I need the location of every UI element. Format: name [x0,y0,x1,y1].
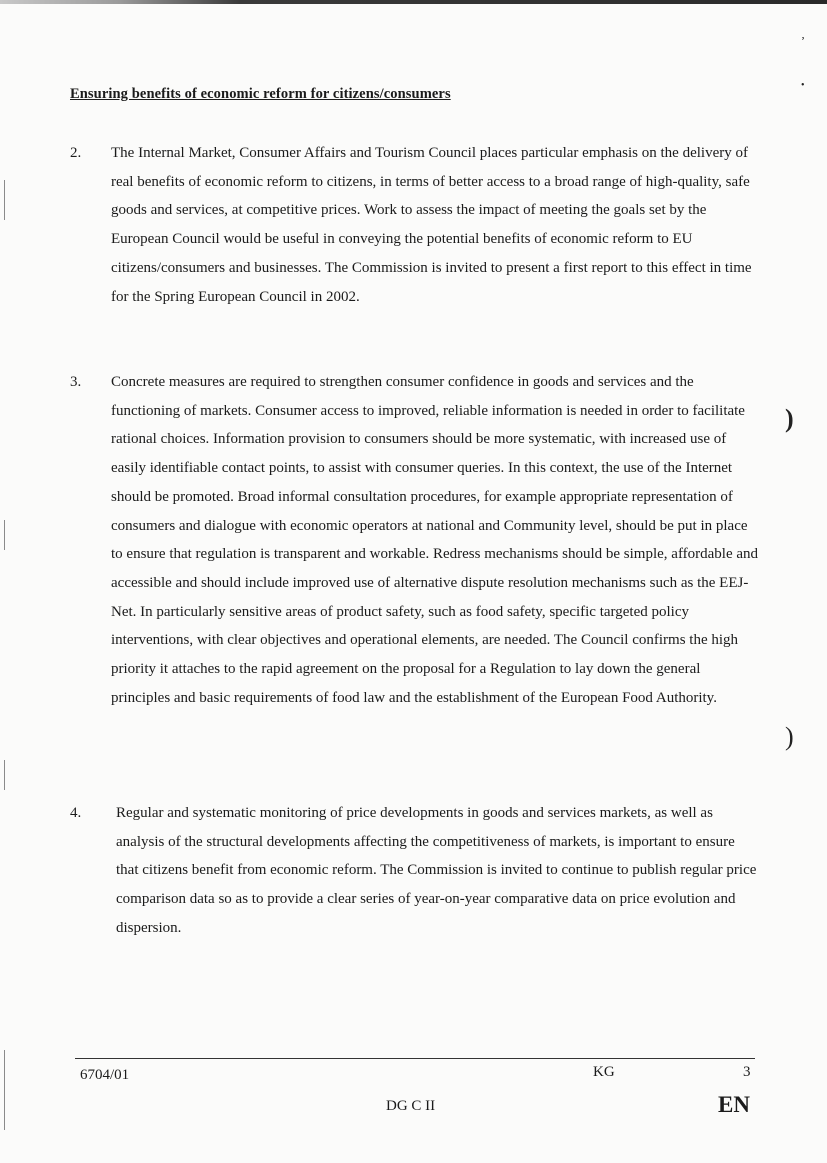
scan-edge-mark [4,520,5,550]
scan-speck: • [801,80,805,91]
directorate-label: DG C II [386,1098,436,1114]
footer-rule [75,1058,755,1059]
document-reference: 6704/01 [80,1067,130,1083]
scan-edge-mark [4,180,5,220]
paragraph-text: Concrete measures are required to strengthen consumer confidence in goods and services and the functioning of markets. Consumer access to improved, reliable information is needed in order to facilitate rational choices. Information provision to consumers should be more systematic, with increased use of easily identifiable contact points, to assist with consumer queries. In this context, the use of the Internet should be promoted. Broad informal consultation procedures, for example appropriate representation of consumers and dialogue with economic operators at national and Community level, should be put in place to ensure that regulation is transparent and workable. Redress mechanisms should be simple, affordable and accessible and should include improved use of alternative dispute resolution mechanisms such as the EEJ-Net. In particularly sensitive areas of product safety, such as food safety, specific targeted policy interventions, with clear objectives and operational elements, are needed. The Council confirms the high priority it attaches to the rapid agreement on the proposal for a Regulation to lay down the general principles and basic requirements of food law and the establishment of the European Food Authority. [111,374,759,706]
paragraph-2 [70,145,760,311]
paragraph-text: The Internal Market, Consumer Affairs and Tourism Council places particular emphasis on the delivery of real benefits of economic reform to citizens, in terms of better access to a broad range of high-quality, safe goods and services, at competitive prices. Work to assess the impact of meeting the goals set by the European Council would be useful in conveying the potential benefits of economic reform to EU citizens/consumers and businesses. The Commission is invited to present a first report to this effect in time for the Spring European Council in 2002. [111,145,752,305]
section-heading: Ensuring benefits of economic reform for citizens/consumers [70,86,451,102]
author-initials: KG [593,1064,615,1080]
page-number: 3 [743,1064,751,1080]
punch-hole-mark: ) [785,404,794,433]
paragraph-number: 4. [70,805,82,821]
paragraph-number: 2. [70,145,82,161]
paragraph-number: 3. [70,374,82,390]
top-scan-rule [0,0,827,4]
paragraph-4 [70,805,760,943]
paragraph-3 [70,374,760,712]
paragraph-text: Regular and systematic monitoring of price developments in goods and services markets, as well as analysis of the structural developments affecting the competitiveness of markets, is important to ensure that citizens benefit from economic reform. The Commission is invited to continue to publish regular price comparison data so as to provide a clear series of year-on-year comparative data on price evolution and dispersion. [116,805,757,936]
scan-edge-mark [4,1050,5,1130]
punch-hole-mark: ) [785,722,794,751]
language-code: EN [718,1092,750,1117]
scan-speck: ʼ [801,34,805,48]
scan-edge-mark [4,760,5,790]
